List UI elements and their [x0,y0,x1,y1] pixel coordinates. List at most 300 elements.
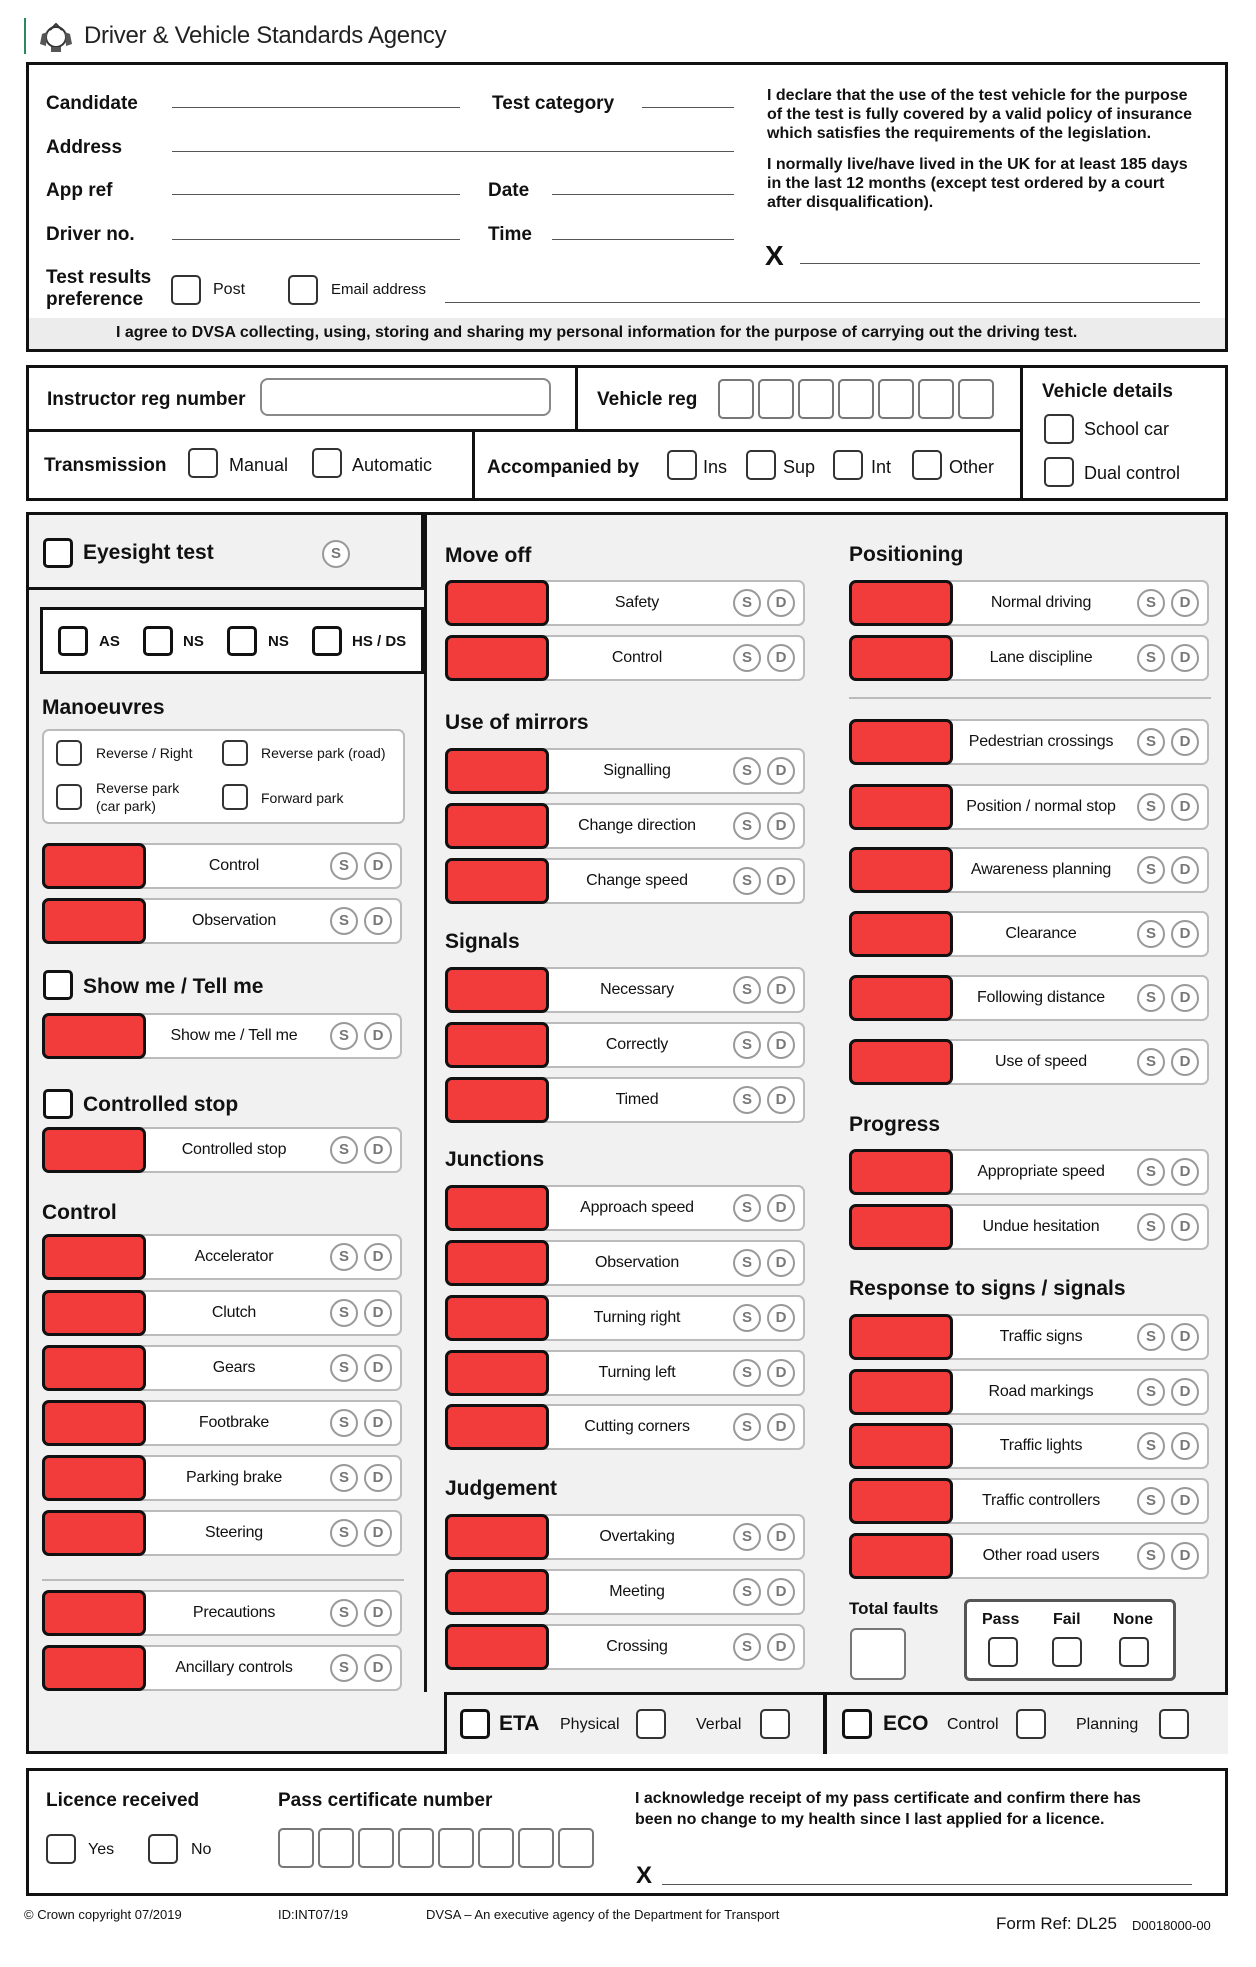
fault-marker-box[interactable] [849,975,953,1021]
serious-fault-marker[interactable]: S [733,1086,761,1114]
schoolcar-checkbox[interactable] [1044,414,1074,444]
serious-fault-marker[interactable]: S [733,757,761,785]
serious-fault-marker[interactable]: S [733,1249,761,1277]
post-label: Post [213,281,246,298]
eyesight-s-marker[interactable]: S [322,540,350,568]
eyesight-checkbox[interactable] [43,538,73,568]
fault-marker-box[interactable] [42,1345,146,1391]
serious-fault-marker[interactable]: S [330,1243,358,1271]
serious-fault-marker[interactable]: S [1137,1487,1165,1515]
sup-label: Sup [783,457,816,477]
dualcontrol-checkbox[interactable] [1044,457,1074,487]
fault-marker-box[interactable] [849,1039,953,1085]
dangerous-fault-marker[interactable]: D [767,867,795,895]
tag-as-label: AS [99,633,120,650]
reverse-carpark-label-2: (car park) [96,798,156,814]
control-divider [42,1579,404,1581]
sup-checkbox[interactable] [746,450,776,480]
passcert-box[interactable] [358,1828,394,1868]
serious-fault-marker[interactable]: S [733,1194,761,1222]
fault-marker-box[interactable] [42,1234,146,1280]
eta-verbal-label: Verbal [696,1716,742,1733]
fault-row-label: Footbrake [198,1414,270,1431]
tag-ns-checkbox[interactable] [143,626,173,656]
fault-marker-box[interactable] [42,1510,146,1556]
form-ref: Form Ref: DL25 [996,1914,1117,1933]
fault-row-label: Crossing [606,1638,668,1655]
dangerous-fault-marker[interactable]: D [364,1599,392,1627]
vehiclereg-label: Vehicle reg [597,389,698,410]
agency-name: Driver & Vehicle Standards Agency [84,22,447,49]
fault-row-label: Parking brake [185,1469,283,1486]
fault-row-label: Lane discipline [989,649,1093,666]
fault-row [42,1590,402,1636]
moveoff-heading: Move off [445,544,532,567]
dangerous-fault-marker[interactable]: D [1171,1213,1199,1241]
fault-marker-box[interactable] [42,1127,146,1173]
passcert-label: Pass certificate number [278,1790,493,1811]
dangerous-fault-marker[interactable]: D [767,757,795,785]
fail-label: Fail [1053,1611,1081,1628]
serious-fault-marker[interactable]: S [1137,1213,1165,1241]
email-checkbox[interactable] [288,275,318,305]
fault-row [42,1455,402,1501]
fault-marker-box[interactable] [849,635,953,681]
serious-fault-marker[interactable]: S [1137,1432,1165,1460]
testcat-field[interactable] [642,107,734,108]
other-checkbox[interactable] [912,450,942,480]
fault-row-label: Traffic lights [999,1437,1083,1454]
automatic-checkbox[interactable] [312,448,342,478]
serious-fault-marker[interactable]: S [330,1409,358,1437]
licence-yes-label: Yes [88,1841,115,1858]
fault-row-label: Turning right [593,1309,681,1326]
int-checkbox[interactable] [833,450,863,480]
manual-checkbox[interactable] [188,448,218,478]
vehiclereg-box[interactable] [798,379,834,419]
manual-label: Manual [229,455,289,475]
serious-fault-marker[interactable]: S [733,1413,761,1441]
vehiclereg-box[interactable] [758,379,794,419]
fault-marker-box[interactable] [849,1478,953,1524]
dangerous-fault-marker[interactable]: D [364,1136,392,1164]
fault-marker-box[interactable] [849,847,953,893]
fault-row [42,1013,402,1059]
fault-marker-box[interactable] [445,1295,549,1341]
fault-row [849,1369,1209,1415]
passcert-box[interactable] [438,1828,474,1868]
fault-row [445,1240,805,1286]
fault-marker-box[interactable] [445,1022,549,1068]
forward-park-label: Forward park [261,790,344,806]
serious-fault-marker[interactable]: S [330,1354,358,1382]
serious-fault-marker[interactable]: S [733,1523,761,1551]
col2-divider [424,512,427,1692]
tag-as-checkbox[interactable] [58,626,88,656]
fault-marker-box[interactable] [445,1569,549,1615]
fault-row [849,635,1209,681]
time-field[interactable] [552,239,734,240]
dangerous-fault-marker[interactable]: D [1171,728,1199,756]
email-field[interactable] [445,302,1200,303]
fault-marker-box[interactable] [849,1423,953,1469]
eta-physical-checkbox[interactable] [636,1709,666,1739]
fault-marker-box[interactable] [445,1404,549,1450]
eco-label: ECO [883,1712,929,1735]
dangerous-fault-marker[interactable]: D [767,976,795,1004]
serious-fault-marker[interactable]: S [733,1304,761,1332]
fault-marker-box[interactable] [42,843,146,889]
vehiclereg-box[interactable] [878,379,914,419]
eta-verbal-checkbox[interactable] [760,1709,790,1739]
fault-marker-box[interactable] [42,898,146,944]
dangerous-fault-marker[interactable]: D [1171,1378,1199,1406]
dangerous-fault-marker[interactable]: D [364,1519,392,1547]
declaration-1a: I declare that the use of the test vehicle for the purpose [767,87,1188,104]
dangerous-fault-marker[interactable]: D [767,1304,795,1332]
fault-marker-box[interactable] [849,784,953,830]
eco-checkbox[interactable] [842,1709,872,1739]
testcat-label: Test category [492,93,615,114]
eta-physical-label: Physical [560,1716,620,1733]
judgement-heading: Judgement [445,1477,558,1500]
vehicle-details-label: Vehicle details [1042,381,1173,402]
manoeuvres-heading: Manoeuvres [42,696,165,719]
fault-marker-box[interactable] [42,1645,146,1691]
fault-marker-box[interactable] [445,1185,549,1231]
serious-fault-marker[interactable]: S [330,1022,358,1050]
fault-row [445,1569,805,1615]
ins-checkbox[interactable] [667,450,697,480]
dangerous-fault-marker[interactable]: D [1171,1048,1199,1076]
fault-marker-box[interactable] [849,911,953,957]
fail-checkbox[interactable] [1052,1637,1082,1667]
serious-fault-marker[interactable]: S [733,644,761,672]
serious-fault-marker[interactable]: S [330,1599,358,1627]
fault-marker-box[interactable] [42,1013,146,1059]
dangerous-fault-marker[interactable]: D [767,1633,795,1661]
fault-row-label: Pedestrian crossings [968,733,1114,750]
fault-row-label: Steering [205,1524,263,1541]
fault-row [42,1290,402,1336]
licence-received-label: Licence received [46,1790,200,1811]
fault-row [849,580,1209,626]
vehiclereg-box[interactable] [838,379,874,419]
passcert-box[interactable] [558,1828,594,1868]
serious-fault-marker[interactable]: S [1137,793,1165,821]
fault-row-label: Traffic controllers [981,1492,1100,1509]
date-field[interactable] [552,194,734,195]
serious-fault-marker[interactable]: S [1137,1158,1165,1186]
serious-fault-marker[interactable]: S [733,1359,761,1387]
dangerous-fault-marker[interactable]: D [364,1464,392,1492]
candidate-field[interactable] [172,107,460,108]
dangerous-fault-marker[interactable]: D [1171,1432,1199,1460]
dangerous-fault-marker[interactable]: D [767,589,795,617]
serious-fault-marker[interactable]: S [1137,589,1165,617]
fault-marker-box[interactable] [849,1149,953,1195]
serious-fault-marker[interactable]: S [733,812,761,840]
instructor-label: Instructor reg number [47,389,246,410]
fault-marker-box[interactable] [42,1290,146,1336]
passcert-box[interactable] [318,1828,354,1868]
driverno-label: Driver no. [46,224,135,245]
fault-marker-box[interactable] [42,1400,146,1446]
eco-planning-label: Planning [1076,1716,1139,1733]
accompanied-label: Accompanied by [487,457,640,478]
dangerous-fault-marker[interactable]: D [364,1354,392,1382]
serious-fault-marker[interactable]: S [330,852,358,880]
fault-row [849,1149,1209,1195]
fault-row [445,635,805,681]
fault-marker-box[interactable] [445,803,549,849]
vehiclereg-box[interactable] [918,379,954,419]
dvsa-agency-note: DVSA – An executive agency of the Department for Transport [426,1907,780,1922]
int-label: Int [871,457,892,477]
dangerous-fault-marker[interactable]: D [364,1654,392,1682]
dangerous-fault-marker[interactable]: D [1171,1487,1199,1515]
dangerous-fault-marker[interactable]: D [364,1409,392,1437]
serious-fault-marker[interactable]: S [330,1136,358,1164]
pref-label-1: Test results [46,267,152,288]
fault-marker-box[interactable] [849,719,953,765]
dangerous-fault-marker[interactable]: D [767,1413,795,1441]
serious-fault-marker[interactable]: S [733,1633,761,1661]
fault-row [445,1514,805,1560]
dangerous-fault-marker[interactable]: D [767,1359,795,1387]
header-rule [24,18,26,54]
fault-marker-box[interactable] [445,1350,549,1396]
acknowledge-text-2: been no change to my health since I last applied for a licence. [635,1811,1105,1828]
serious-fault-marker[interactable]: S [1137,1048,1165,1076]
signature-field[interactable] [800,263,1200,264]
response-heading: Response to signs / signals [849,1277,1126,1300]
dangerous-fault-marker[interactable]: D [767,644,795,672]
tag-ns2-label: NS [268,633,289,650]
instructor-input[interactable] [260,378,551,416]
junctions-heading: Junctions [445,1148,545,1171]
serious-fault-marker[interactable]: S [330,1519,358,1547]
automatic-label: Automatic [352,455,433,475]
time-label: Time [488,224,533,245]
fault-marker-box[interactable] [445,580,549,626]
fault-marker-box[interactable] [849,1314,953,1360]
consent-text: I agree to DVSA collecting, using, storing and sharing my personal information for the purpose of carrying out the driving test. [116,324,1078,341]
passcert-box[interactable] [518,1828,554,1868]
fault-row-label: Safety [614,594,660,611]
serious-fault-marker[interactable]: S [330,1654,358,1682]
fault-row [445,1624,805,1670]
dangerous-fault-marker[interactable]: D [1171,1158,1199,1186]
serious-fault-marker[interactable]: S [733,1031,761,1059]
dangerous-fault-marker[interactable]: D [364,1022,392,1050]
dangerous-fault-marker[interactable]: D [1171,984,1199,1012]
serious-fault-marker[interactable]: S [1137,728,1165,756]
dangerous-fault-marker[interactable]: D [767,1523,795,1551]
dangerous-fault-marker[interactable]: D [1171,1323,1199,1351]
address-field[interactable] [172,151,734,152]
fault-row [445,1404,805,1450]
fault-marker-box[interactable] [445,1077,549,1123]
vehiclereg-box[interactable] [958,379,994,419]
eta-checkbox[interactable] [460,1709,490,1739]
fault-row-label: Necessary [600,981,674,998]
dangerous-fault-marker[interactable]: D [767,1194,795,1222]
serious-fault-marker[interactable]: S [1137,1542,1165,1570]
dangerous-fault-marker[interactable]: D [364,1299,392,1327]
serious-fault-marker[interactable]: S [1137,644,1165,672]
licence-no-checkbox[interactable] [148,1834,178,1864]
eco-planning-checkbox[interactable] [1159,1709,1189,1739]
reverse-right-checkbox[interactable] [56,740,82,766]
reverse-road-checkbox[interactable] [222,740,248,766]
fault-row-label: Observation [594,1254,680,1271]
dangerous-fault-marker[interactable]: D [1171,856,1199,884]
fault-marker-box[interactable] [445,1240,549,1286]
dangerous-fault-marker[interactable]: D [767,812,795,840]
fault-row-label: Change speed [586,872,688,889]
dangerous-fault-marker[interactable]: D [1171,589,1199,617]
date-label: Date [488,180,530,201]
fault-marker-box[interactable] [849,1533,953,1579]
vehicle-divider-h [26,429,1023,432]
reverse-right-label: Reverse / Right [96,745,193,761]
fault-row [445,1077,805,1123]
dangerous-fault-marker[interactable]: D [767,1578,795,1606]
dangerous-fault-marker[interactable]: D [767,1086,795,1114]
fault-row-label: Control [611,649,663,666]
fault-row [445,858,805,904]
fault-marker-box[interactable] [445,967,549,1013]
dangerous-fault-marker[interactable]: D [364,1243,392,1271]
fault-row [849,911,1209,957]
fault-marker-box[interactable] [445,748,549,794]
appref-field[interactable] [172,194,460,195]
vehicle-divider-v2 [472,430,475,501]
fault-marker-box[interactable] [42,1455,146,1501]
fault-row [849,1314,1209,1360]
dangerous-fault-marker[interactable]: D [1171,920,1199,948]
fault-row [849,1533,1209,1579]
fault-row [445,748,805,794]
serious-fault-marker[interactable]: S [733,976,761,1004]
fault-marker-box[interactable] [849,1204,953,1250]
fault-row [445,803,805,849]
fault-row [849,1204,1209,1250]
fault-row-label: Signalling [603,762,671,779]
ins-label: Ins [703,457,728,477]
serious-fault-marker[interactable]: S [733,589,761,617]
fault-marker-box[interactable] [445,1514,549,1560]
form-code: D0018000-00 [1132,1918,1211,1933]
serious-fault-marker[interactable]: S [330,1464,358,1492]
mirrors-heading: Use of mirrors [445,711,589,734]
fault-row-label: Accelerator [194,1248,274,1265]
showme-checkbox[interactable] [43,970,73,1000]
dangerous-fault-marker[interactable]: D [364,907,392,935]
fault-marker-box[interactable] [445,1624,549,1670]
post-checkbox[interactable] [171,275,201,305]
serious-fault-marker[interactable]: S [1137,1378,1165,1406]
fault-row-label: Change direction [578,817,696,834]
eyesight-heading: Eyesight test [83,541,214,564]
crest-icon [36,20,76,54]
tag-hsds-checkbox[interactable] [312,626,342,656]
dangerous-fault-marker[interactable]: D [1171,644,1199,672]
fault-row-label: Overtaking [599,1528,675,1545]
fault-marker-box[interactable] [849,1369,953,1415]
fault-row [42,1400,402,1446]
none-label: None [1113,1611,1153,1628]
fault-row-label: Awareness planning [970,861,1112,878]
serious-fault-marker[interactable]: S [733,1578,761,1606]
licence-signature-field[interactable] [662,1884,1192,1885]
fault-row-label: Observation [191,912,277,929]
declaration-2b: in the last 12 months (except test ordered by a court [767,175,1165,192]
dangerous-fault-marker[interactable]: D [767,1249,795,1277]
dangerous-fault-marker[interactable]: D [767,1031,795,1059]
serious-fault-marker[interactable]: S [1137,984,1165,1012]
none-checkbox[interactable] [1119,1637,1149,1667]
dangerous-fault-marker[interactable]: D [1171,793,1199,821]
acknowledge-text-1: I acknowledge receipt of my pass certificate and confirm there has [635,1790,1141,1807]
serious-fault-marker[interactable]: S [330,907,358,935]
serious-fault-marker[interactable]: S [1137,856,1165,884]
dangerous-fault-marker[interactable]: D [364,852,392,880]
serious-fault-marker[interactable]: S [330,1299,358,1327]
passcert-box[interactable] [278,1828,314,1868]
licence-yes-checkbox[interactable] [46,1834,76,1864]
total-faults-box[interactable] [850,1628,906,1680]
declaration-2c: after disqualification). [767,194,934,211]
licence-no-label: No [191,1841,212,1858]
passcert-box[interactable] [398,1828,434,1868]
dangerous-fault-marker[interactable]: D [1171,1542,1199,1570]
candidate-label: Candidate [46,93,138,114]
vehiclereg-box[interactable] [718,379,754,419]
passcert-box[interactable] [478,1828,514,1868]
fault-row [42,1127,402,1173]
fault-row [445,1295,805,1341]
fault-row-label: Position / normal stop [966,798,1116,815]
vehicle-divider-v1 [575,365,578,431]
serious-fault-marker[interactable]: S [1137,920,1165,948]
serious-fault-marker[interactable]: S [733,867,761,895]
eco-control-checkbox[interactable] [1016,1709,1046,1739]
fault-row-label: Timed [615,1091,659,1108]
fault-row [849,1478,1209,1524]
fault-row-label: Undue hesitation [982,1218,1100,1235]
fault-marker-box[interactable] [849,580,953,626]
driverno-field[interactable] [172,239,460,240]
cstop-checkbox[interactable] [43,1089,73,1119]
fault-row-label: Precautions [192,1604,276,1621]
forward-park-checkbox[interactable] [222,784,248,810]
pref-label-2: preference [46,289,144,310]
fault-row-label: Turning left [598,1364,676,1381]
reverse-carpark-label-1: Reverse park [96,780,180,796]
fault-row-label: Show me / Tell me [170,1027,298,1044]
serious-fault-marker[interactable]: S [1137,1323,1165,1351]
reverse-carpark-checkbox[interactable] [56,784,82,810]
pass-checkbox[interactable] [988,1637,1018,1667]
fault-row-label: Clearance [1005,925,1077,942]
fault-marker-box[interactable] [445,635,549,681]
fault-marker-box[interactable] [42,1590,146,1636]
fault-marker-box[interactable] [445,858,549,904]
declaration-2a: I normally live/have lived in the UK for at least 185 days [767,156,1188,173]
tag-ns2-checkbox[interactable] [227,626,257,656]
